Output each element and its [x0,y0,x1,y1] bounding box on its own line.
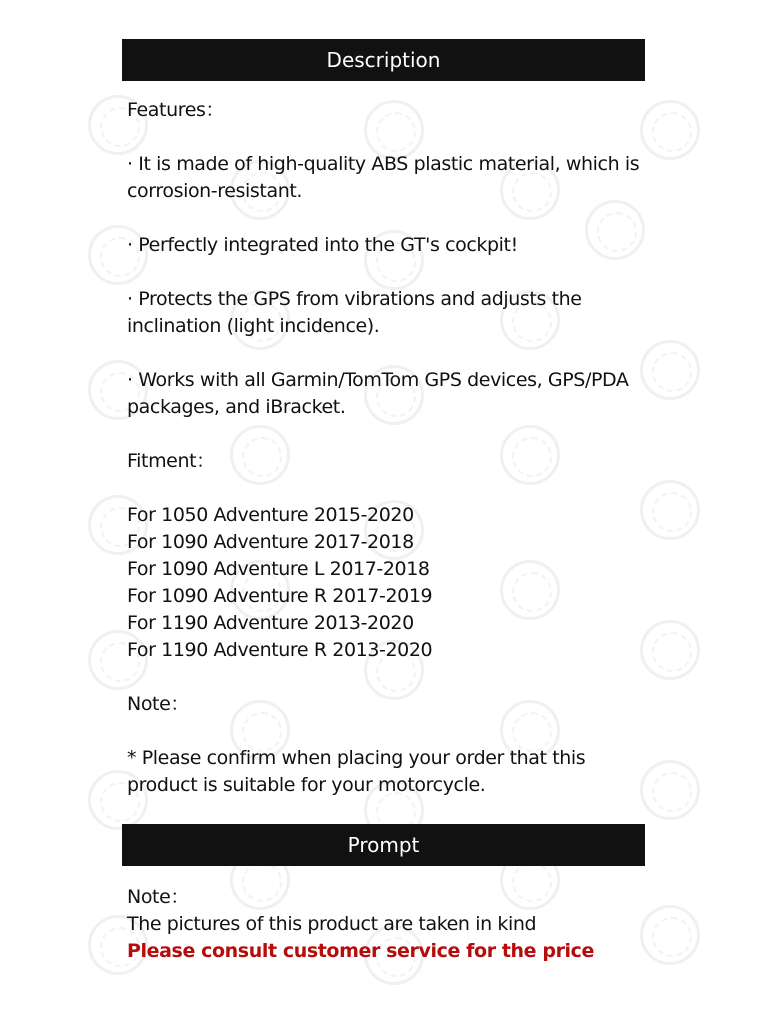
fitment-item: For 1090 Adventure R 2017-2019 [127,585,433,607]
description-content [127,97,647,799]
watermark-stamp [640,480,700,540]
feature-item: · It is made of high-quality ABS plastic material, which is corrosion-resistant. [127,153,640,202]
description-header [122,39,645,81]
feature-item: · Works with all Garmin/TomTom GPS devices, GPS/PDA packages, and iBracket. [127,369,629,418]
prompt-note-text: The pictures of this product are taken in kind [127,913,537,935]
price-notice: Please consult customer service for the price [127,940,595,962]
watermark-stamp [640,340,700,400]
prompt-header-label: Prompt [347,833,420,857]
fitment-item: For 1090 Adventure 2017-2018 [127,531,414,553]
feature-item: · Protects the GPS from vibrations and adjusts the inclination (light incidence). [127,288,582,337]
watermark-stamp [640,760,700,820]
fitment-heading: Fitment： [127,450,215,472]
fitment-item: For 1090 Adventure L 2017-2018 [127,558,430,580]
features-heading: Features： [127,99,225,121]
watermark-stamp [640,100,700,160]
watermark-stamp [640,905,700,965]
fitment-item: For 1190 Adventure 2013-2020 [127,612,414,634]
fitment-item: For 1050 Adventure 2015-2020 [127,504,414,526]
fitment-item: For 1190 Adventure R 2013-2020 [127,639,433,661]
watermark-stamp [640,620,700,680]
note-text: * Please confirm when placing your order that this product is suitable for your motorcycle. [127,747,586,796]
prompt-header [122,824,645,866]
note-heading: Note： [127,693,189,715]
prompt-content [127,884,647,965]
feature-item: · Perfectly integrated into the GT's cockpit! [127,234,518,256]
description-header-label: Description [326,48,441,72]
prompt-note-heading: Note： [127,886,189,908]
